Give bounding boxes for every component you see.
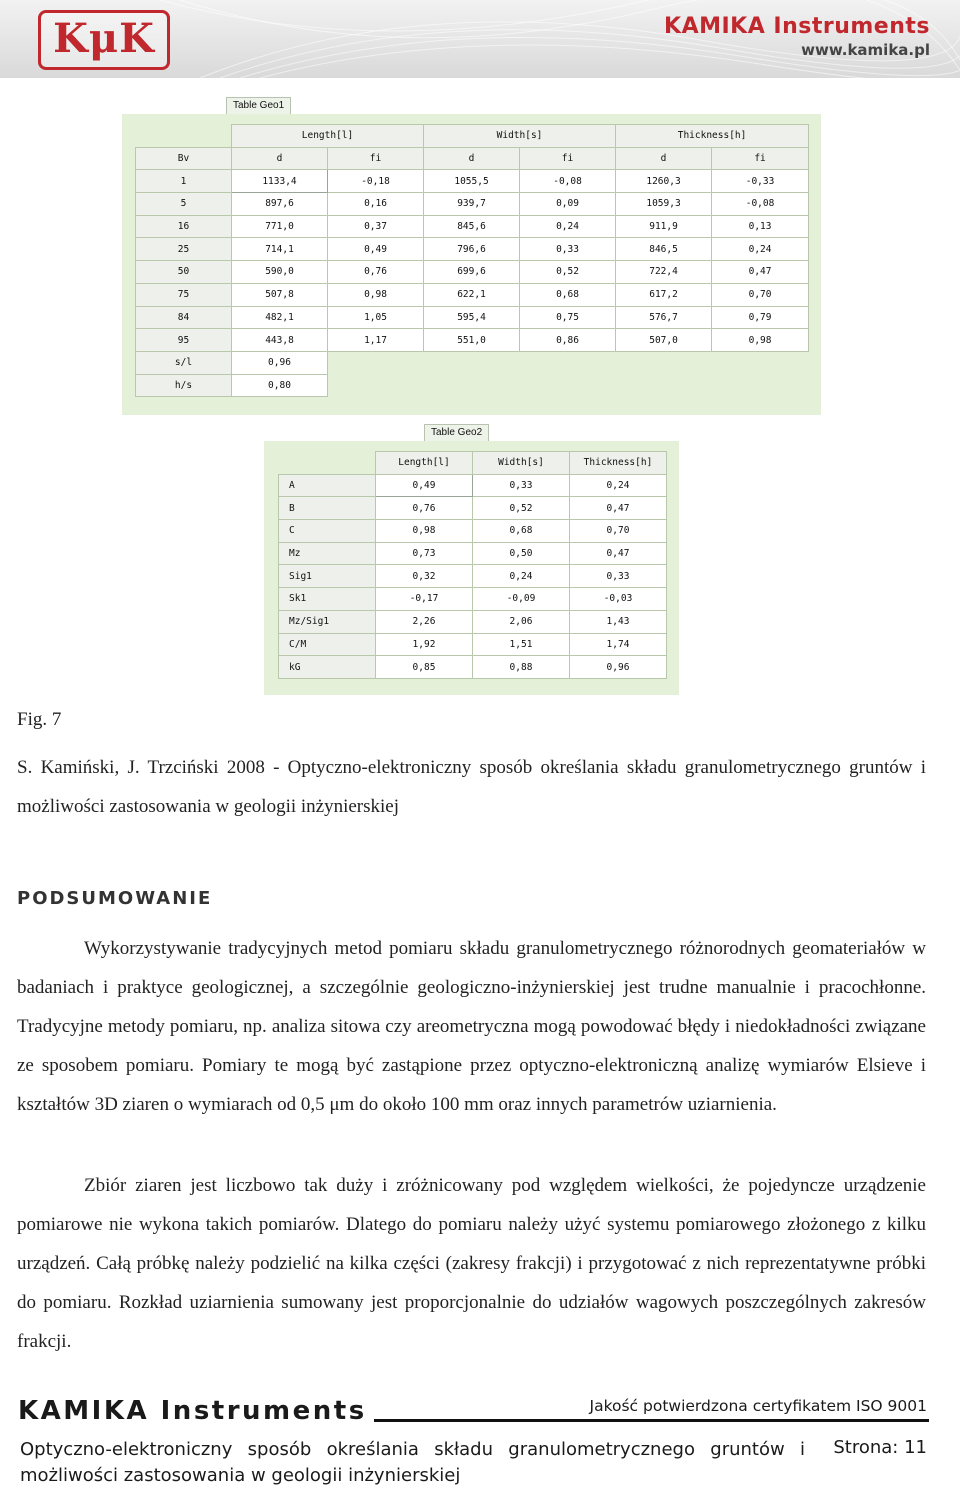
table-cell[interactable]: 2,06 <box>473 610 570 633</box>
table-cell[interactable]: -0,08 <box>520 170 616 193</box>
table-cell[interactable]: 0,33 <box>473 474 570 497</box>
empty-cell <box>328 374 424 397</box>
corner-cell <box>136 125 232 148</box>
table-cell[interactable]: 0,80 <box>232 374 328 397</box>
table-cell[interactable]: 0,70 <box>570 520 667 543</box>
table-cell[interactable]: 0,85 <box>376 656 473 679</box>
table-row <box>136 238 809 261</box>
table-cell[interactable]: 1,05 <box>328 306 424 329</box>
table-cell[interactable]: 551,0 <box>424 329 520 352</box>
table-cell[interactable]: -0,09 <box>473 588 570 611</box>
empty-cell <box>520 374 616 397</box>
table-cell[interactable]: 0,24 <box>712 238 809 261</box>
table-cell[interactable]: 1,51 <box>473 633 570 656</box>
page-header <box>0 0 960 78</box>
row-label-cell: Sk1 <box>279 588 376 611</box>
table-row <box>279 588 667 611</box>
row-label-cell: 16 <box>136 215 232 238</box>
empty-cell <box>712 351 809 374</box>
table-cell[interactable]: 590,0 <box>232 261 328 284</box>
row-label-cell: A <box>279 474 376 497</box>
table-cell[interactable]: 1,43 <box>570 610 667 633</box>
table-cell[interactable]: 0,49 <box>376 474 473 497</box>
table-group-header-row <box>136 125 809 148</box>
table-cell[interactable]: 0,96 <box>232 351 328 374</box>
table-cell[interactable]: 0,73 <box>376 542 473 565</box>
empty-cell <box>616 351 712 374</box>
corner-cell <box>279 452 376 475</box>
row-label-cell: Mz/Sig1 <box>279 610 376 633</box>
empty-cell <box>616 374 712 397</box>
table-column-header-row <box>279 452 667 475</box>
row-label-cell: 84 <box>136 306 232 329</box>
table-cell[interactable]: 507,0 <box>616 329 712 352</box>
table-cell[interactable]: 722,4 <box>616 261 712 284</box>
table-row <box>279 656 667 679</box>
table-cell[interactable]: 699,6 <box>424 261 520 284</box>
col-header-fi: fi <box>520 147 616 170</box>
table-row <box>136 351 809 374</box>
table-cell[interactable]: 1133,4 <box>232 170 328 193</box>
empty-cell <box>424 351 520 374</box>
table-cell[interactable]: 0,76 <box>328 261 424 284</box>
table-cell[interactable]: 0,33 <box>570 565 667 588</box>
section-heading: PODSUMOWANIE <box>17 888 213 909</box>
table-cell[interactable]: -0,33 <box>712 170 809 193</box>
tab-table-geo1[interactable]: Table Geo1 <box>226 97 291 114</box>
brand-block <box>664 14 930 59</box>
table-geo2 <box>278 451 667 679</box>
row-label-cell: C <box>279 520 376 543</box>
table-cell[interactable]: 0,86 <box>520 329 616 352</box>
table-cell[interactable]: 1059,3 <box>616 193 712 216</box>
table-cell[interactable]: 0,47 <box>712 261 809 284</box>
col-header-fi: fi <box>328 147 424 170</box>
table-cell[interactable]: 0,98 <box>376 520 473 543</box>
table-row <box>279 474 667 497</box>
table-geo2-window <box>264 427 679 695</box>
summary-paragraph-2: Zbiór ziaren jest liczbowo tak duży i zróżnicowany pod względem wielkości, że pojedyncze urządzenie pomiarowe nie wykona takich pomiarów. Dlatego do pomiaru należy użyć systemu pomiarowego złożonego z kilku urządzeń. Całą próbkę należy podzielić na kilka części (zakresy frakcji) i przygotować z nich reprezentatywne próbki do pomiaru. Rozkład uziarnienia sumowany jest proporcjonalnie do udziałów wagowych poszczególnych zakresów frakcji. <box>17 1175 926 1352</box>
table-cell[interactable]: 0,98 <box>328 283 424 306</box>
table-cell[interactable]: 1,74 <box>570 633 667 656</box>
footer-brand: KAMIKA Instruments <box>18 1396 367 1426</box>
table-cell[interactable]: 0,52 <box>520 261 616 284</box>
table-cell[interactable]: 0,32 <box>376 565 473 588</box>
table-cell[interactable]: 595,4 <box>424 306 520 329</box>
empty-cell <box>520 351 616 374</box>
table-row <box>136 261 809 284</box>
table-cell[interactable]: 0,24 <box>520 215 616 238</box>
table-cell[interactable]: 0,76 <box>376 497 473 520</box>
table-cell[interactable]: 576,7 <box>616 306 712 329</box>
row-label-cell: C/M <box>279 633 376 656</box>
col-header-thickness: Thickness[h] <box>570 452 667 475</box>
table-cell[interactable]: 771,0 <box>232 215 328 238</box>
table-cell[interactable]: 443,8 <box>232 329 328 352</box>
row-label-cell: 75 <box>136 283 232 306</box>
table-row <box>279 497 667 520</box>
row-label-cell: kG <box>279 656 376 679</box>
table-cell[interactable]: 622,1 <box>424 283 520 306</box>
table-geo1-window <box>122 100 821 415</box>
table-row <box>136 193 809 216</box>
col-header-d: d <box>616 147 712 170</box>
table-cell[interactable]: 0,49 <box>328 238 424 261</box>
table-cell[interactable]: 897,6 <box>232 193 328 216</box>
figure-reference: S. Kamiński, J. Trzciński 2008 - Optyczno-elektroniczny sposób określania składu granulometrycznego gruntów i możliwości zastosowania w geologii inżynierskiej <box>17 757 926 817</box>
col-header-width: Width[s] <box>473 452 570 475</box>
brand-name: KAMIKA Instruments <box>664 14 930 39</box>
tab-table-geo2[interactable]: Table Geo2 <box>424 424 489 441</box>
row-label-cell: 50 <box>136 261 232 284</box>
brand-url: www.kamika.pl <box>801 41 930 59</box>
table-row <box>136 306 809 329</box>
table-geo1 <box>135 124 809 397</box>
table-cell[interactable]: 1,92 <box>376 633 473 656</box>
table-cell[interactable]: 0,50 <box>473 542 570 565</box>
table-cell[interactable]: 0,47 <box>570 497 667 520</box>
table-cell[interactable]: 1055,5 <box>424 170 520 193</box>
group-length: Length[l] <box>232 125 424 148</box>
col-header-length: Length[l] <box>376 452 473 475</box>
col-header-fi: fi <box>712 147 809 170</box>
table-cell[interactable]: 0,75 <box>520 306 616 329</box>
table-cell[interactable]: 0,37 <box>328 215 424 238</box>
table-row <box>279 610 667 633</box>
table-row <box>136 170 809 193</box>
row-label-cell: 1 <box>136 170 232 193</box>
row-label-cell: 25 <box>136 238 232 261</box>
col-header-d: d <box>424 147 520 170</box>
table-cell[interactable]: 1260,3 <box>616 170 712 193</box>
row-label-cell: B <box>279 497 376 520</box>
table-cell[interactable]: 714,1 <box>232 238 328 261</box>
table-row <box>136 283 809 306</box>
table-cell[interactable]: 845,6 <box>424 215 520 238</box>
row-label-cell: 5 <box>136 193 232 216</box>
table-cell[interactable]: 846,5 <box>616 238 712 261</box>
table-row <box>279 565 667 588</box>
table-row <box>136 374 809 397</box>
table-cell[interactable]: -0,03 <box>570 588 667 611</box>
table-column-header-row <box>136 147 809 170</box>
group-width: Width[s] <box>424 125 616 148</box>
table-row <box>279 633 667 656</box>
group-thickness: Thickness[h] <box>616 125 809 148</box>
table-cell[interactable]: 2,26 <box>376 610 473 633</box>
table-cell[interactable]: 911,9 <box>616 215 712 238</box>
row-label-cell: s/l <box>136 351 232 374</box>
table-row <box>136 329 809 352</box>
row-label-cell: Mz <box>279 542 376 565</box>
table-cell[interactable]: 0,24 <box>570 474 667 497</box>
table-cell[interactable]: 1,17 <box>328 329 424 352</box>
table-row <box>279 520 667 543</box>
table-cell[interactable]: 0,68 <box>473 520 570 543</box>
table-cell[interactable]: 507,8 <box>232 283 328 306</box>
kuk-logo: KμK <box>38 10 170 70</box>
table-cell[interactable]: 0,24 <box>473 565 570 588</box>
table-cell[interactable]: -0,18 <box>328 170 424 193</box>
col-header-bv: Bv <box>136 147 232 170</box>
figure-label: Fig. 7 <box>17 709 62 730</box>
table-cell[interactable]: 617,2 <box>616 283 712 306</box>
table-cell[interactable]: 939,7 <box>424 193 520 216</box>
footer-rule <box>374 1419 929 1422</box>
footer-document-title: Optyczno-elektroniczny sposób określania składu granulometrycznego gruntów i możliwości zastosowania w geologii inżynierskiej <box>20 1439 805 1486</box>
table-cell[interactable]: 0,79 <box>712 306 809 329</box>
table-cell[interactable]: 0,33 <box>520 238 616 261</box>
col-header-d: d <box>232 147 328 170</box>
table-cell[interactable]: 0,88 <box>473 656 570 679</box>
table-cell[interactable]: 0,47 <box>570 542 667 565</box>
row-label-cell: h/s <box>136 374 232 397</box>
summary-paragraph-1: Wykorzystywanie tradycyjnych metod pomiaru składu granulometrycznego różnorodnych geomateriałów w badaniach i praktyce geologicznej, a szczególnie geologiczno-inżynierskiej jest trudne manualnie i pracochłonne. Tradycyjne metody pomiaru, np. analiza sitowa czy areometryczna mogą powodować błędy i niedokładności związane ze sposobem pomiaru. Pomiary te mogą być zastąpione przez optyczno-elektroniczną analizę wymiarów Elsieve i kształtów 3D ziaren o wymiarach od 0,5 μm do około 100 mm oraz innych parametrów uziarnienia. <box>17 938 926 1115</box>
table-row <box>279 542 667 565</box>
table-cell[interactable]: 0,09 <box>520 193 616 216</box>
table-row <box>136 215 809 238</box>
footer-iso-note: Jakość potwierdzona certyfikatem ISO 9001 <box>589 1397 927 1415</box>
table-cell[interactable]: 0,68 <box>520 283 616 306</box>
table-cell[interactable]: 796,6 <box>424 238 520 261</box>
table-cell[interactable]: 482,1 <box>232 306 328 329</box>
empty-cell <box>328 351 424 374</box>
table-cell[interactable]: 0,98 <box>712 329 809 352</box>
footer-page-number: Strona: 11 <box>833 1437 927 1458</box>
table-cell[interactable]: 0,16 <box>328 193 424 216</box>
table-cell[interactable]: 0,70 <box>712 283 809 306</box>
table-cell[interactable]: 0,52 <box>473 497 570 520</box>
empty-cell <box>712 374 809 397</box>
table-cell[interactable]: 0,96 <box>570 656 667 679</box>
table-cell[interactable]: 0,13 <box>712 215 809 238</box>
table-cell[interactable]: -0,17 <box>376 588 473 611</box>
empty-cell <box>424 374 520 397</box>
row-label-cell: 95 <box>136 329 232 352</box>
table-cell[interactable]: -0,08 <box>712 193 809 216</box>
row-label-cell: Sig1 <box>279 565 376 588</box>
